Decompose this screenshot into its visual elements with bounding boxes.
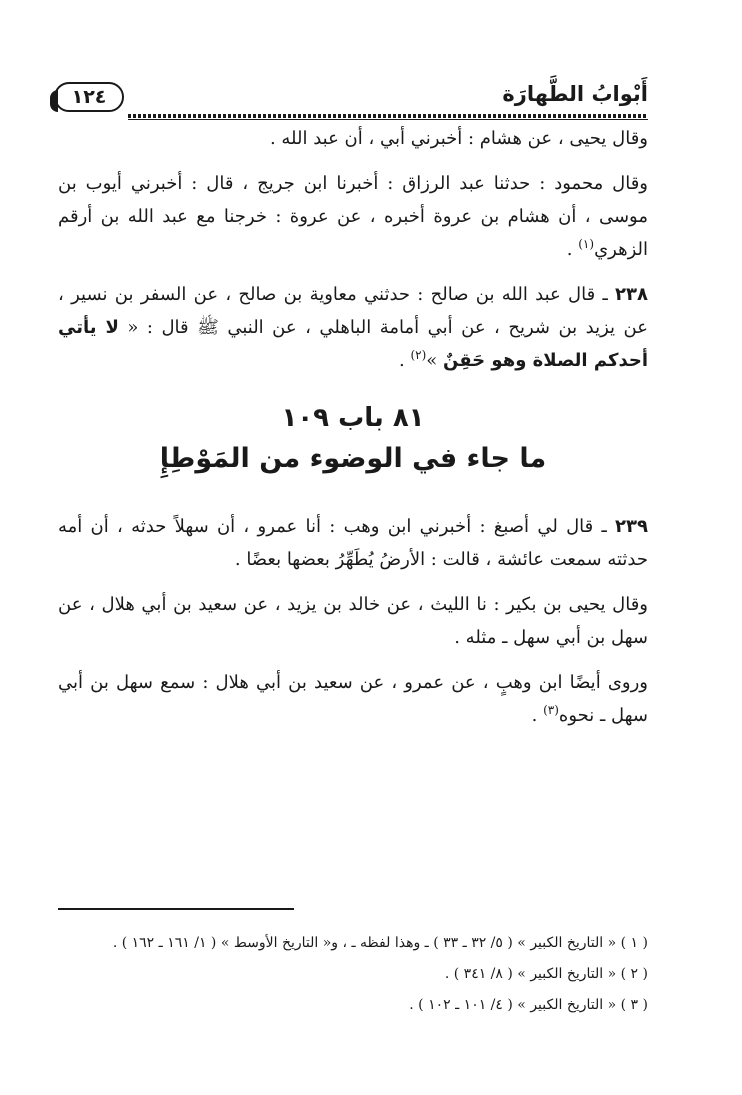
footnote-ref: (١) [578,237,595,251]
paragraph-text: وقال يحيى بن بكير : نا الليث ، عن خالد بن يزيد ، عن سعيد بن أبي هلال ، عن سهل بن أبي سهل ـ مثله . [58,594,648,648]
hadith-239 [58,510,648,576]
footnote-1: ( ١ ) « التاريخ الكبير » ( ٥/ ٣٢ ـ ٣٣ ) ـ وهذا لفظه ـ ، و« التاريخ الأوسط » ( ١/ ١٦١ ـ ١٦٢ ) . [112,935,648,951]
hadith-quote: لا يأتي أحدكم الصلاة وهو حَقِنٌ [58,317,648,371]
footnote-2: ( ٢ ) « التاريخ الكبير » ( ٨/ ٣٤١ ) . [444,966,648,982]
paragraph-text: ـ قال لي أصبغ : أخبرني ابن وهب : أنا عمرو ، أن سهلاً حدثه ، أن أمه حدثته سمعت عائشة ، قالت : الأرضُ يُطَهِّرُ بعضها بعضًا . [58,516,648,570]
chapter-title: ٨١ باب ١٠٩ [281,403,425,433]
quote-close: » [426,350,444,371]
paragraph-text: وروى أيضًا ابن وهبٍ ، عن عمرو ، عن سعيد بن أبي هلال : سمع سهل بن أبي سهل ـ نحوه [58,672,648,726]
paragraph-text: وقال يحيى ، عن هشام : أخبرني أبي ، أن عبد الله . [269,128,648,149]
page-header [58,80,648,120]
paragraph-2 [58,167,648,266]
footnote-3: ( ٣ ) « التاريخ الكبير » ( ٤/ ١٠١ ـ ١٠٢ ) . [409,997,648,1013]
header-rule [128,114,648,118]
paragraph-narration-3 [58,666,648,732]
paragraph-1 [58,122,648,155]
footnotes [58,928,648,1021]
hadith-number: ٢٣٨ [615,284,648,305]
running-title: أَبْوابُ الطَّهارَة [502,82,648,106]
paragraph-tail: . [531,705,544,726]
paragraph-tail: . [566,239,579,260]
page-number: ١٢٤ [54,82,124,112]
hadith-number: ٢٣٩ [615,516,648,537]
paragraph-narration-2 [58,588,648,654]
paragraph-tail: . [399,350,411,371]
footnote-rule [58,908,294,910]
chapter-subtitle: ما جاء في الوضوء من المَوْطِإِ [159,443,547,474]
hadith-238 [58,278,648,377]
footnote-ref: (٣) [543,703,559,717]
paragraph-text: ـ قال عبد الله بن صالح : حدثني معاوية بن صالح ، عن السفر بن نسير ، عن يزيد بن شريح ، عن أبي أمامة الباهلي ، عن النبي ﷺ قال : « [58,284,648,338]
paragraph-text: وقال محمود : حدثنا عبد الرزاق : أخبرنا ابن جريج ، قال : أخبرني أيوب بن موسى ، أن هشام بن عروة أخبره ، عن عروة : خرجنا مع عبد الله بن أرقم الزهري [58,173,648,260]
book-page [58,80,648,1013]
footnote-ref: (٢) [410,348,427,362]
